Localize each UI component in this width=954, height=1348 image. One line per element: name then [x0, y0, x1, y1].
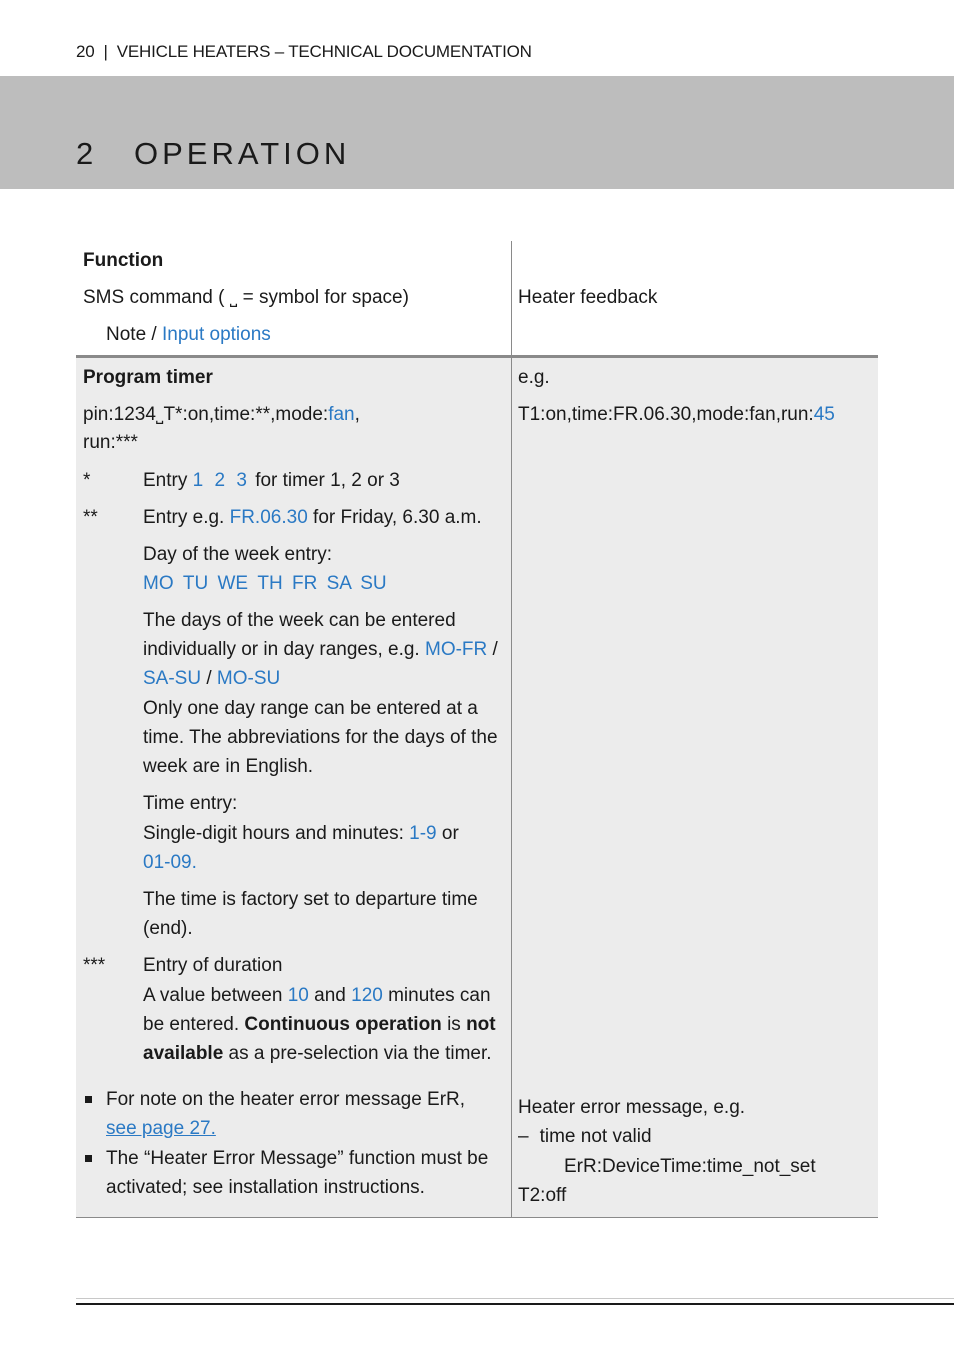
star1-prefix: Entry — [143, 470, 193, 491]
range-line-5: time. The abbreviations for the days of the — [143, 727, 498, 748]
range-mo-su: MO-SU — [216, 668, 281, 689]
footer-rule-thin — [76, 1298, 954, 1299]
timer-option-2: 2 — [214, 470, 226, 491]
time-single-option: 1-9 — [409, 823, 437, 844]
range-slash-1: / — [487, 639, 498, 660]
factory-line-2: (end). — [143, 918, 193, 939]
footer-rule-thick — [76, 1303, 954, 1305]
document-title: VEHICLE HEATERS – TECHNICAL DOCUMENTATION — [116, 42, 532, 61]
program-timer-title: Program timer — [83, 367, 213, 388]
error-feedback-code: ErR:DeviceTime:time_not_set — [564, 1156, 816, 1177]
not-bold: not — [466, 1014, 496, 1035]
factory-line-1: The time is factory set to departure time — [143, 889, 478, 910]
error-feedback-dash: – — [518, 1126, 529, 1147]
chapter-band — [0, 76, 954, 189]
chapter-name: OPERATION — [134, 136, 351, 171]
star3-line-4 — [143, 1039, 492, 1068]
error-feedback-item — [518, 1122, 652, 1151]
dow-fr: FR — [292, 573, 318, 594]
range-mo-fr: MO-FR — [425, 639, 488, 660]
command-comma: , — [354, 404, 360, 425]
table-content-row — [76, 358, 878, 1218]
star2-suffix: for Friday, 6.30 a.m. — [307, 507, 482, 528]
dow-tu: TU — [182, 573, 209, 594]
command-text: pin:1234˽T*:on,time:**,mode: — [83, 404, 329, 425]
see-page-27-link[interactable]: see page 27. — [106, 1118, 216, 1139]
dow-label: Day of the week entry: — [143, 544, 333, 565]
range-line-2 — [143, 635, 498, 664]
range-sa-su: SA-SU — [143, 668, 202, 689]
error-feedback-t2: T2:off — [518, 1185, 567, 1206]
chapter-title — [76, 136, 350, 172]
star2-prefix: Entry e.g. — [143, 507, 230, 528]
time-single-prefix: Single-digit hours and minutes: — [143, 823, 410, 844]
bullet-icon — [85, 1096, 92, 1103]
error-note-1-line-1: For note on the heater error message ErR, — [106, 1089, 466, 1110]
duration-min: 10 — [287, 985, 309, 1006]
star3-marker: *** — [83, 955, 106, 976]
dow-mo: MO — [143, 573, 174, 594]
input-options-label: Input options — [161, 324, 271, 345]
note-input-header — [106, 320, 271, 349]
star3-and: and — [308, 985, 352, 1006]
running-head — [76, 42, 532, 62]
star3-line3-prefix: be entered. — [143, 1014, 245, 1035]
table-header-row — [76, 241, 878, 357]
feedback-example-text: T1:on,time:FR.06.30,mode:fan,run: — [518, 404, 814, 425]
dow-options — [143, 569, 387, 598]
function-header: Function — [83, 250, 164, 271]
chapter-number: 2 — [76, 136, 98, 171]
error-note-2-line-1: The “Heater Error Message” function must be — [106, 1148, 489, 1169]
star1-suffix: for timer 1, 2 or 3 — [249, 470, 400, 491]
time-double-option: 01-09. — [143, 852, 197, 873]
error-feedback-item-text: time not valid — [539, 1126, 652, 1147]
time-label: Time entry: — [143, 793, 238, 814]
bullet-icon — [85, 1155, 92, 1162]
range-line-3 — [143, 664, 280, 693]
star3-line-3 — [143, 1010, 496, 1039]
available-bold: available — [143, 1043, 224, 1064]
star1-marker: * — [83, 470, 91, 491]
page-number: 20 — [76, 42, 95, 61]
sms-command-header: SMS command ( ˽ = symbol for space) — [83, 287, 409, 308]
range-line-6: week are in English. — [143, 756, 314, 777]
range-slash-2: / — [201, 668, 217, 689]
star3-line-2 — [143, 981, 491, 1010]
duration-max: 120 — [351, 985, 383, 1006]
range-line-4: Only one day range can be entered at a — [143, 698, 478, 719]
column-divider — [511, 241, 512, 1218]
star3-title: Entry of duration — [143, 955, 283, 976]
star1-entry — [143, 466, 400, 495]
command-mode-fan: fan — [328, 404, 355, 425]
dow-th: TH — [257, 573, 283, 594]
continuous-operation-bold: Continuous operation — [244, 1014, 442, 1035]
heater-feedback-header: Heater feedback — [518, 287, 658, 308]
program-timer-command — [83, 400, 360, 429]
time-or: or — [436, 823, 459, 844]
table-bottom-border — [76, 1217, 878, 1218]
dow-sa: SA — [326, 573, 351, 594]
program-timer-command-run: run:*** — [83, 432, 138, 453]
range-line-2-prefix: individually or in day ranges, e.g. — [143, 639, 425, 660]
timer-option-3: 3 — [236, 470, 247, 491]
header-separator: | — [103, 42, 108, 61]
time-single — [143, 819, 459, 848]
error-feedback-title: Heater error message, e.g. — [518, 1097, 746, 1118]
feedback-example — [518, 400, 835, 429]
dow-su: SU — [360, 573, 387, 594]
timer-option-1: 1 — [192, 470, 204, 491]
range-line-1: The days of the week can be entered — [143, 610, 456, 631]
error-note-2-line-2: activated; see installation instructions. — [106, 1177, 425, 1198]
star2-marker: ** — [83, 507, 98, 528]
feedback-eg: e.g. — [518, 367, 550, 388]
star3-line4-suffix: as a pre-selection via the timer. — [223, 1043, 492, 1064]
dow-we: WE — [217, 573, 249, 594]
star3-suffix: minutes can — [382, 985, 491, 1006]
feedback-run-value: 45 — [813, 404, 835, 425]
star2-example: FR.06.30 — [229, 507, 308, 528]
note-label: Note / — [106, 324, 162, 345]
star2-entry — [143, 503, 482, 532]
star3-is: is — [441, 1014, 467, 1035]
star3-prefix: A value between — [143, 985, 288, 1006]
